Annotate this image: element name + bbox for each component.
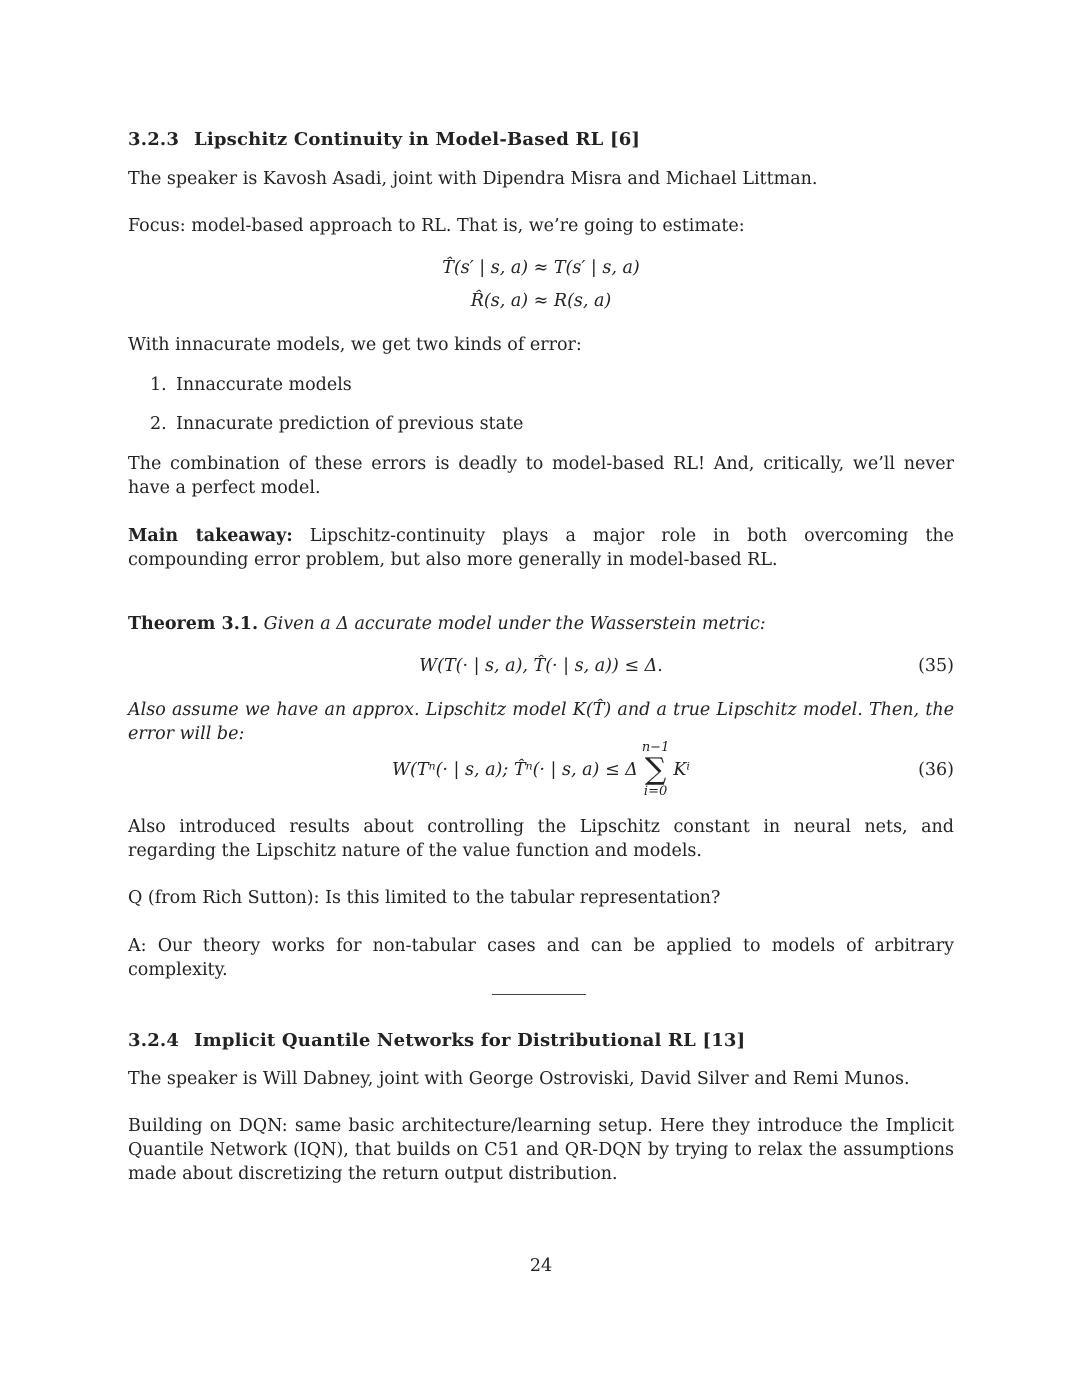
- errors-intro-paragraph: With innacurate models, we get two kinds of error:: [128, 335, 582, 355]
- takeaway-label: Main takeaway:: [128, 526, 293, 546]
- section-title: Implicit Quantile Networks for Distributional RL [13]: [194, 1030, 746, 1051]
- focus-paragraph: Focus: model-based approach to RL. That is, we’re going to estimate:: [128, 216, 745, 236]
- equation-number-35: (35): [918, 656, 954, 676]
- combination-paragraph: The combination of these errors is deadly to model-based RL! And, critically, we’ll never have a perfect model.: [128, 454, 954, 498]
- section-number: 3.2.4: [128, 1030, 180, 1051]
- answer-paragraph: A: Our theory works for non-tabular cases and can be applied to models of arbitrary complexity.: [128, 936, 954, 980]
- equation-36-right: Kⁱ: [673, 760, 690, 780]
- equation-35-row: [128, 654, 954, 678]
- list-text: Innacurate prediction of previous state: [176, 414, 524, 434]
- theorem-label: Theorem 3.1.: [128, 614, 259, 634]
- sum-lower-limit: i=0: [643, 784, 668, 799]
- equation-number-36: (36): [918, 760, 954, 780]
- list-number: 1.: [150, 375, 167, 395]
- section-number: 3.2.3: [128, 129, 180, 150]
- list-text: Innaccurate models: [176, 375, 352, 395]
- section-heading-3-2-4: [128, 1029, 954, 1053]
- equation-reward-estimate: R̂(s, a) ≈ R(s, a): [470, 291, 612, 311]
- page-number: 24: [529, 1256, 553, 1276]
- section-heading-3-2-3: [128, 128, 954, 152]
- paper-page: [128, 0, 954, 1398]
- also-paragraph: Also introduced results about controlling the Lipschitz constant in neural nets, and regarding the Lipschitz nature of the value function and models.: [128, 817, 954, 861]
- takeaway-text: Lipschitz-continuity plays a major role in both overcoming the compounding error problem, but also more generally in model-based RL.: [128, 526, 954, 570]
- list-item: [150, 373, 950, 397]
- section-divider: [492, 994, 586, 995]
- section-title: Lipschitz Continuity in Model-Based RL [6]: [194, 129, 641, 150]
- speaker-paragraph: The speaker is Will Dabney, joint with George Ostroviski, David Silver and Remi Munos.: [128, 1069, 910, 1089]
- list-item: [150, 412, 950, 436]
- summation-operator: [642, 740, 670, 800]
- list-number: 2.: [150, 414, 167, 434]
- assumption-paragraph: Also assume we have an approx. Lipschitz model K(T̂) and a true Lipschitz model. Then, the error will be:: [128, 700, 954, 744]
- equation-36-row: [128, 738, 954, 802]
- question-paragraph: Q (from Rich Sutton): Is this limited to the tabular representation?: [128, 888, 721, 908]
- takeaway-paragraph: [128, 524, 954, 572]
- equation-36: [128, 738, 954, 802]
- building-paragraph: Building on DQN: same basic architecture/learning setup. Here they introduce the Implicit Quantile Network (IQN), that builds on C51 and QR-DQN by trying to relax the assumptions made about discretizing the return output distribution.: [128, 1116, 954, 1184]
- theorem-text: Given a Δ accurate model under the Wasserstein metric:: [263, 614, 766, 634]
- equation-transition-estimate: T̂(s′ | s, a) ≈ T(s′ | s, a): [442, 258, 640, 278]
- equation-36-left: W(Tⁿ(· | s, a); T̂ⁿ(· | s, a) ≤ Δ: [392, 760, 638, 780]
- equation-35: W(T(· | s, a), T̂(· | s, a)) ≤ Δ.: [419, 656, 663, 676]
- sum-upper-limit: n−1: [641, 740, 670, 755]
- sum-symbol: ∑: [644, 752, 667, 787]
- speaker-paragraph: The speaker is Kavosh Asadi, joint with Dipendra Misra and Michael Littman.: [128, 169, 818, 189]
- theorem-statement: [128, 612, 954, 636]
